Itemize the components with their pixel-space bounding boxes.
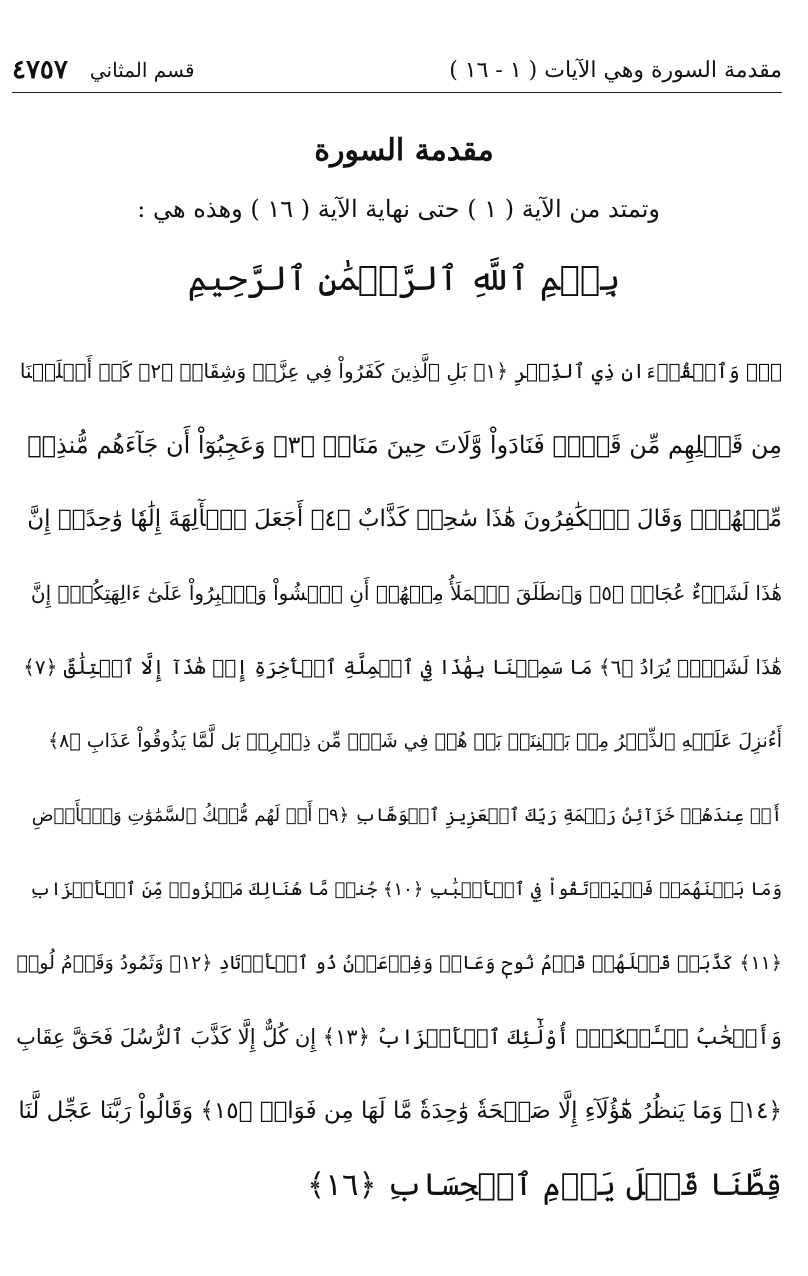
verses-block xyxy=(12,334,782,1222)
verse-line-5: هَٰذَا لَشَيۡءٞ يُرَادُ ﴿٦﴾ مَا سَمِعۡنَا بِهَٰذَا فِي ٱلۡمِلَّةِ ٱلۡأٓخِرَةِ إِنۡ هَٰذَآ إِلَّا ٱخۡتِلَٰقٌ ﴿٧﴾ xyxy=(23,655,782,679)
verse-line-2: مِن قَبۡلِهِم مِّن قَرۡنٖ فَنَادَواْ وَّلَاتَ حِينَ مَنَاصٖ ﴿٣﴾ وَعَجِبُوٓاْ أَن جَآءَهُم مُّنذِرٞ xyxy=(27,431,782,459)
header-title: مقدمة السورة وهي الآيات ( ١ - ١٦ ) xyxy=(449,57,782,83)
verse-line-6: أَءُنزِلَ عَلَيۡهِ ٱلذِّكۡرُ مِنۢ بَيۡنِنَاۚ بَلۡ هُمۡ فِي شَكّٖ مِّن ذِكۡرِيۖ بَل لَّمَّا يَذُوقُواْ عَذَابِ ﴿٨﴾ xyxy=(47,730,782,752)
section-heading: مقدمة السورة xyxy=(314,133,494,168)
running-header xyxy=(12,50,782,90)
verse-line-11: ﴿١٤﴾ وَمَا يَنظُرُ هَٰٓؤُلَآءِ إِلَّا صَيۡحَةٗ وَٰحِدَةٗ مَّا لَهَا مِن فَوَاقٖ ﴿١٥﴾ وَقَالُواْ رَبَّنَا عَجِّل لَّنَا xyxy=(18,1098,782,1124)
header-section-name: قسم المثاني xyxy=(89,58,195,82)
basmala: بِسۡمِ ٱللَّهِ ٱلرَّحۡمَٰنِ ٱلرَّحِيمِ xyxy=(187,259,621,299)
page-number: ٤٧٥٧ xyxy=(12,55,68,85)
verse-line-4: هَٰذَا لَشَيۡءٌ عُجَابٞ ﴿٥﴾ وَٱنطَلَقَ ٱلۡمَلَأُ مِنۡهُمۡ أَنِ ٱمۡشُواْ وَٱصۡبِرُواْ عَلَىٰٓ ءَالِهَتِكُمۡۖ إِنَّ xyxy=(30,581,782,605)
verse-line-1: صٓۚ وَٱلۡقُرۡءَانِ ذِي ٱلذِّكۡرِ ﴿١﴾ بَلِ ٱلَّذِينَ كَفَرُواْ فِي عِزَّةٖ وَشِقَاقٖ ﴿٢﴾ كَمۡ أَهۡلَكۡنَا xyxy=(19,359,782,383)
header-rule xyxy=(12,92,782,93)
verse-line-10: وَأَصۡحَٰبُ لۡـَٔيۡكَةِۚ أُوْلَٰٓئِكَ ٱلۡأَحۡزَابُ ﴿١٣﴾ إِن كُلٌّ إِلَّا كَذَّبَ ٱلرُّسُلَ فَحَقَّ عِقَابِ xyxy=(16,1025,782,1049)
verse-line-7: أَمۡ عِندَهُمۡ خَزَآئِنُ رَحۡمَةِ رَبِّكَ ٱلۡعَزِيزِ ٱلۡوَهَّابِ ﴿٩﴾ أَمۡ لَهُم مُّلۡكُ ٱلسَّمَٰوَٰتِ وَٱلۡأَرۡضِ xyxy=(31,804,782,826)
verse-line-3: مِّنۡهُمۡۖ وَقَالَ ٱلۡكَٰفِرُونَ هَٰذَا سَٰحِرٞ كَذَّابٌ ﴿٤﴾ أَجَعَلَ ٱلۡأٓلِهَةَ إِلَٰهٗا وَٰحِدًاۖ إِنَّ xyxy=(27,506,782,532)
header-left-group xyxy=(12,55,195,85)
verse-line-9: ﴿١١﴾ كَذَّبَتۡ قَبۡلَهُمۡ قَوۡمُ نُوحٖ وَعَادٞ وَفِرۡعَوۡنُ ذُو ٱلۡأَوۡتَادِ ﴿١٢﴾ وَثَمُودُ وَقَوۡمُ لُوطٖ xyxy=(16,952,782,974)
verse-range-text: وتمتد من الآية ( ١ ) حتى نهاية الآية ( ١٦ ) وهذه هي : xyxy=(137,195,660,223)
verse-line-12: قِطَّنَا قَبۡلَ يَوۡمِ ٱلۡحِسَابِ ﴿١٦﴾ xyxy=(307,1167,782,1203)
verse-line-8: وَمَا بَيۡنَهُمَاۖ فَلۡيَرۡتَقُواْ فِي ٱلۡأَسۡبَٰبِ ﴿١٠﴾ جُندٞ مَّا هُنَالِكَ مَهۡزُومٞ مِّنَ ٱلۡأَحۡزَابِ xyxy=(29,878,782,900)
